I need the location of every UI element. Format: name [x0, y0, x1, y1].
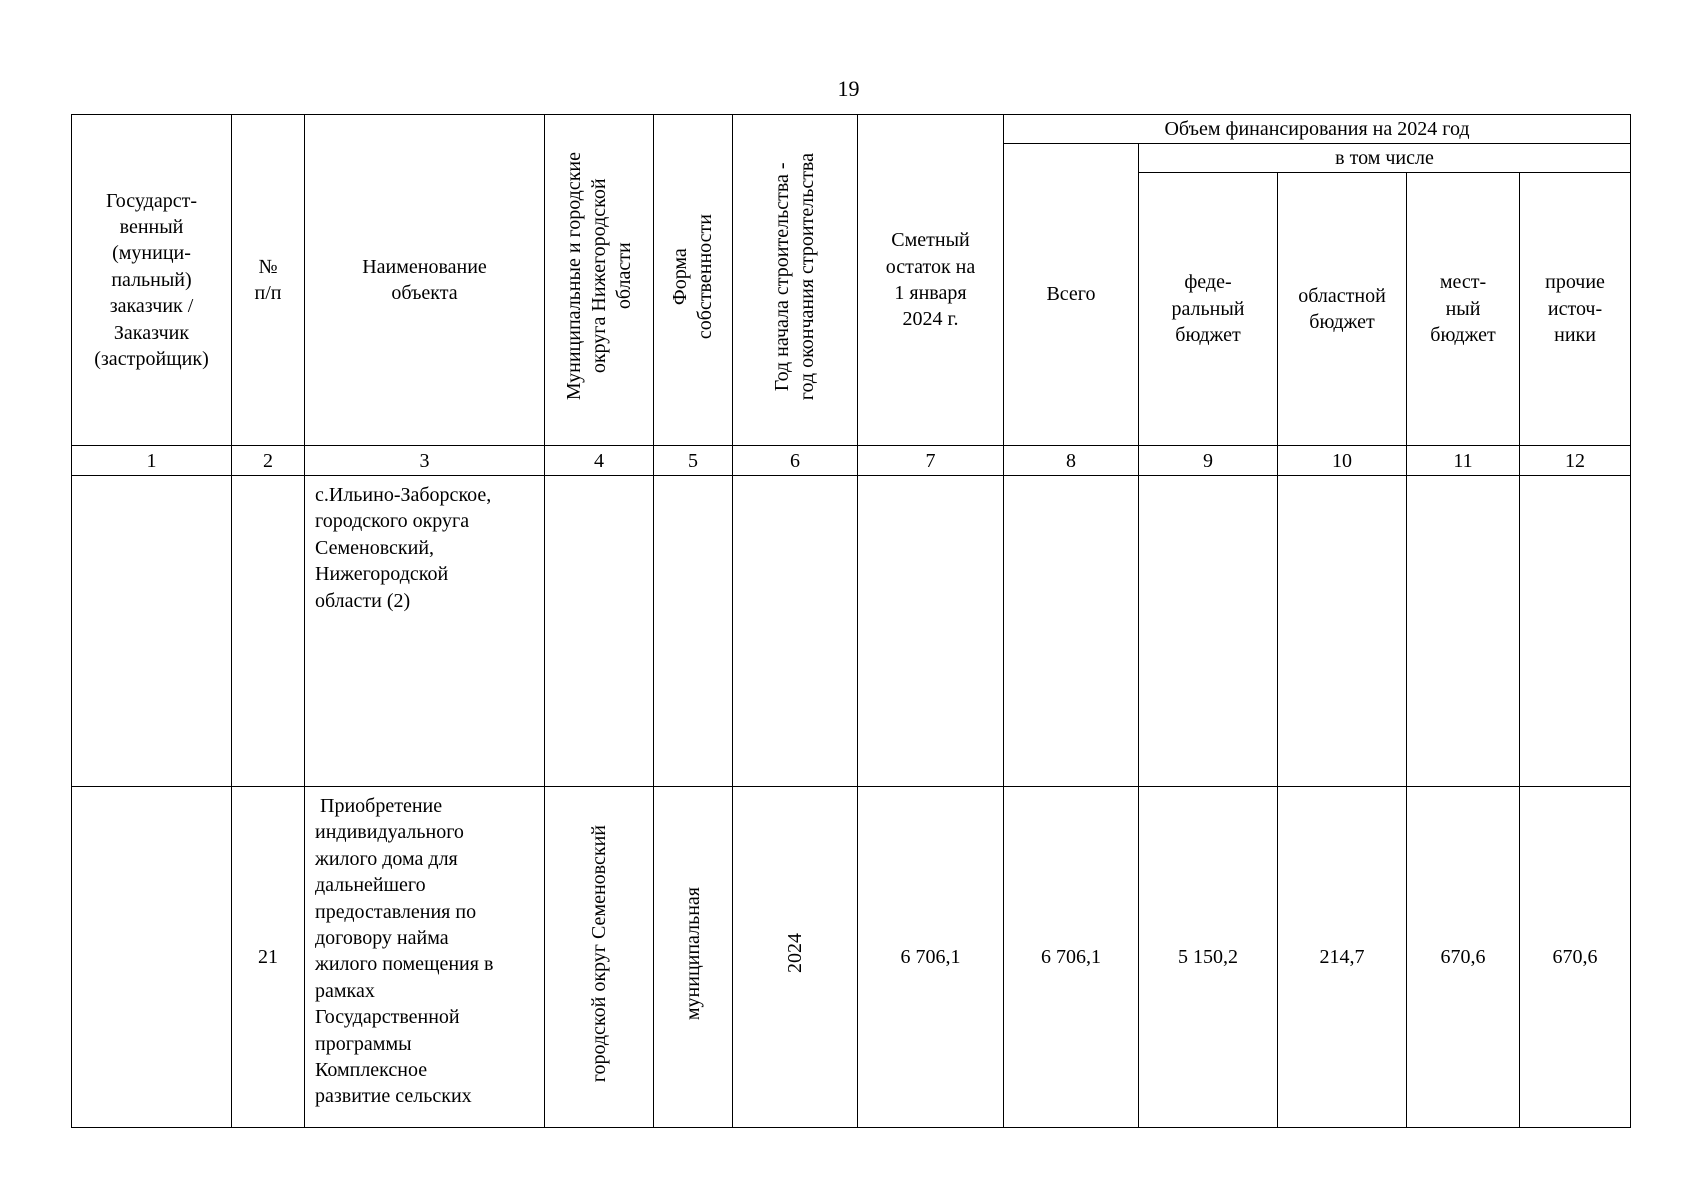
- header-remainder-line: Сметный: [891, 229, 970, 252]
- cell-ownership: [654, 476, 733, 787]
- cell-total: 6 706,1: [1004, 787, 1139, 1128]
- header-customer-line: Государст-: [106, 189, 197, 212]
- object-name-line: Приобретение: [315, 795, 443, 817]
- column-number: 6: [733, 446, 858, 476]
- cell-years: [733, 787, 858, 1128]
- header-other-line: прочие: [1545, 271, 1605, 294]
- header-number: [232, 115, 305, 446]
- column-number: 2: [232, 446, 305, 476]
- header-regional-line: бюджет: [1309, 311, 1375, 333]
- column-number: 4: [545, 446, 654, 476]
- cell-remainder: 6 706,1: [858, 787, 1004, 1128]
- column-number: 9: [1139, 446, 1278, 476]
- header-financing-title: Объем финансирования на 2024 год: [1004, 115, 1631, 144]
- header-regional-line: областной: [1298, 284, 1386, 307]
- cell-number: [232, 476, 305, 787]
- header-remainder: [858, 115, 1004, 446]
- column-number: 1: [72, 446, 232, 476]
- column-number: 12: [1520, 446, 1631, 476]
- header-customer-line: Заказчик: [113, 321, 190, 344]
- header-number-line: п/п: [254, 282, 282, 304]
- header-total: Всего: [1004, 144, 1139, 446]
- header-local-line: мест-: [1439, 271, 1487, 294]
- financing-table: [71, 114, 1631, 1128]
- cell-years: [733, 476, 858, 787]
- object-name-line: предоставления по: [315, 900, 477, 923]
- header-remainder-line: 2024 г.: [902, 308, 959, 331]
- object-name-line: рамках: [315, 979, 375, 1002]
- header-local-line: ный: [1445, 297, 1481, 320]
- header-district-text: [562, 152, 637, 400]
- object-name-line: развитие сельских: [315, 1085, 472, 1108]
- object-name-line: жилого помещения в: [315, 953, 494, 976]
- header-including: в том числе: [1139, 144, 1631, 173]
- district-text: городской округ Семеновский: [587, 824, 610, 1082]
- object-name-line: с.Ильино-Заборское,: [315, 484, 492, 506]
- column-number: 3: [305, 446, 545, 476]
- object-name-line: области (2): [315, 589, 411, 612]
- cell-number: 21: [232, 787, 305, 1128]
- header-customer-line: (застройщик): [94, 347, 209, 370]
- cell-customer: [72, 787, 232, 1128]
- header-district: [545, 115, 654, 446]
- header-other-line: ники: [1554, 324, 1596, 347]
- cell-total: [1004, 476, 1139, 787]
- cell-remainder: [858, 476, 1004, 787]
- cell-ownership: [654, 787, 733, 1128]
- header-federal-line: феде-: [1184, 271, 1232, 294]
- header-other: [1520, 173, 1631, 446]
- header-row-1: [72, 115, 1631, 144]
- object-name-line: дальнейшего: [315, 874, 426, 897]
- header-years-line: Год начала строительства -: [771, 161, 793, 391]
- object-name-line: городского округа: [315, 510, 470, 533]
- object-name-line: Семеновский,: [315, 536, 435, 559]
- header-regional: [1278, 173, 1407, 446]
- header-customer-line: венный: [119, 216, 184, 239]
- header-ownership-line: собственности: [694, 213, 716, 339]
- header-remainder-line: остаток на: [885, 255, 976, 278]
- column-number: 7: [858, 446, 1004, 476]
- header-object-name-line: Наименование: [362, 255, 487, 278]
- cell-local: [1407, 476, 1520, 787]
- column-number: 8: [1004, 446, 1139, 476]
- header-years-line: год окончания строительства: [796, 152, 818, 400]
- column-number: 10: [1278, 446, 1407, 476]
- header-ownership: [654, 115, 733, 446]
- object-name-line: программы: [315, 1032, 412, 1055]
- header-local: [1407, 173, 1520, 446]
- header-federal-line: ральный: [1171, 297, 1245, 320]
- years-text: 2024: [783, 933, 806, 974]
- cell-regional: 214,7: [1278, 787, 1407, 1128]
- header-number-line: №: [258, 255, 278, 278]
- header-object-name: [305, 115, 545, 446]
- column-number: 11: [1407, 446, 1520, 476]
- object-name-line: Комплексное: [315, 1058, 428, 1081]
- object-name-line: договору найма: [315, 926, 449, 949]
- cell-regional: [1278, 476, 1407, 787]
- header-years: [733, 115, 858, 446]
- column-number: 5: [654, 446, 733, 476]
- cell-other: 670,6: [1520, 787, 1631, 1128]
- object-name-line: Государственной: [315, 1006, 460, 1029]
- header-customer-line: заказчик /: [109, 295, 194, 318]
- ownership-text: муниципальная: [681, 886, 704, 1020]
- header-remainder-line: 1 января: [894, 282, 967, 304]
- header-other-line: источ-: [1547, 297, 1603, 320]
- header-district-line: области: [612, 242, 635, 310]
- cell-other: [1520, 476, 1631, 787]
- header-federal: [1139, 173, 1278, 446]
- page-number: 19: [837, 76, 860, 101]
- object-name-line: индивидуального: [315, 821, 464, 844]
- cell-local: 670,6: [1407, 787, 1520, 1128]
- cell-district: [545, 476, 654, 787]
- header-district-line: Муниципальные и городские: [562, 152, 585, 401]
- cell-object-name: [305, 476, 545, 787]
- cell-federal: [1139, 476, 1278, 787]
- table-row: [72, 476, 1631, 787]
- header-customer-line: пальный): [111, 268, 192, 291]
- header-years-text: [770, 153, 820, 400]
- cell-object-name: [305, 787, 545, 1128]
- cell-customer: [72, 476, 232, 787]
- column-number-row: [72, 446, 1631, 476]
- header-customer: [72, 115, 232, 446]
- header-district-line: округа Нижегородской: [587, 178, 610, 374]
- header-customer-line: (муници-: [112, 242, 191, 265]
- table-row: [72, 787, 1631, 1128]
- object-name-line: жилого дома для: [315, 847, 458, 870]
- object-name-line: Нижегородской: [315, 563, 449, 586]
- header-local-line: бюджет: [1430, 324, 1496, 347]
- header-federal-line: бюджет: [1175, 324, 1241, 347]
- header-object-name-line: объекта: [391, 282, 458, 304]
- cell-federal: 5 150,2: [1139, 787, 1278, 1128]
- header-ownership-line: Форма: [669, 247, 691, 305]
- cell-district: [545, 787, 654, 1128]
- header-ownership-text: [668, 214, 718, 339]
